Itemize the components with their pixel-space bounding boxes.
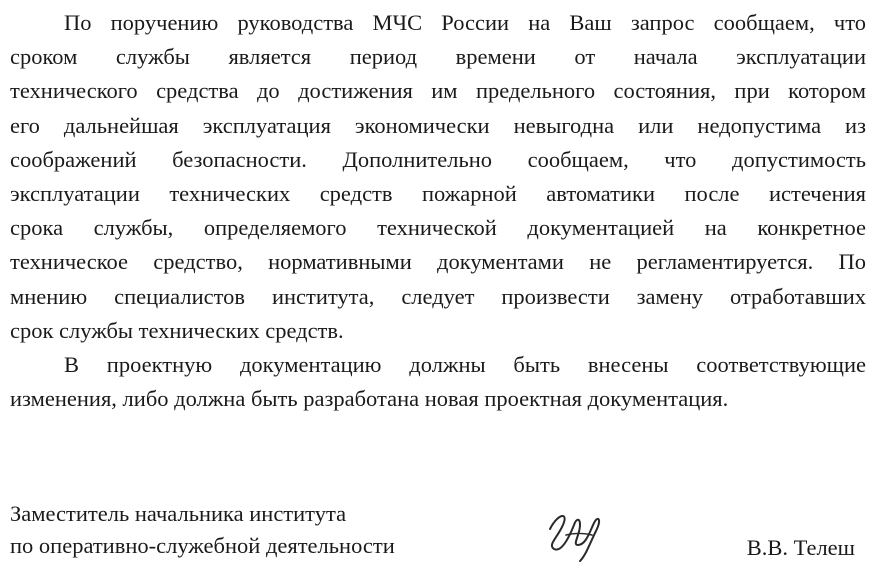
paragraph-2-line-2: изменения, либо должна быть разработана новая проектная документация. [10,386,729,412]
letter-body [10,6,866,416]
paragraph-1-line-7: срока службы, определяемого технической документацией на конкретное [10,215,866,241]
paragraph-1-line-6: эксплуатации технических средств пожарной автоматики после истечения [10,181,866,207]
paragraph-1-line-8: техническое средство, нормативными документами не регламентируется. По [10,249,866,275]
paragraph-1-line-5: соображений безопасности. Дополнительно сообщаем, что допустимость [10,146,866,172]
paragraph-1-line-3: технического средства до достижения им предельного состояния, при котором [10,78,866,104]
signatory-title-line-2: по оперативно-служебной деятельности [10,533,395,558]
signatory-title-line-1: Заместитель начальника института [10,501,347,526]
paragraph-1-line-2: сроком службы является период времени от начала эксплуатации [10,44,866,70]
signatory-title [10,498,866,562]
handwritten-signature [540,505,606,565]
paragraph-1-line-10: срок службы технических средств. [10,317,344,343]
paragraph-2-line-1: В проектную документацию должны быть внесены соответствующие [64,352,866,378]
signatory-name: В.В. Телеш [746,535,855,560]
paragraph-1-line-4: его дальнейшая эксплуатация экономически невыгодна или недопустима из [10,112,866,138]
paragraph-1-line-1: По поручению руководства МЧС России на Ваш запрос сообщаем, что [64,10,866,35]
paragraph-1-line-9: мнению специалистов института, следует произвести замену отработавших [10,283,866,309]
